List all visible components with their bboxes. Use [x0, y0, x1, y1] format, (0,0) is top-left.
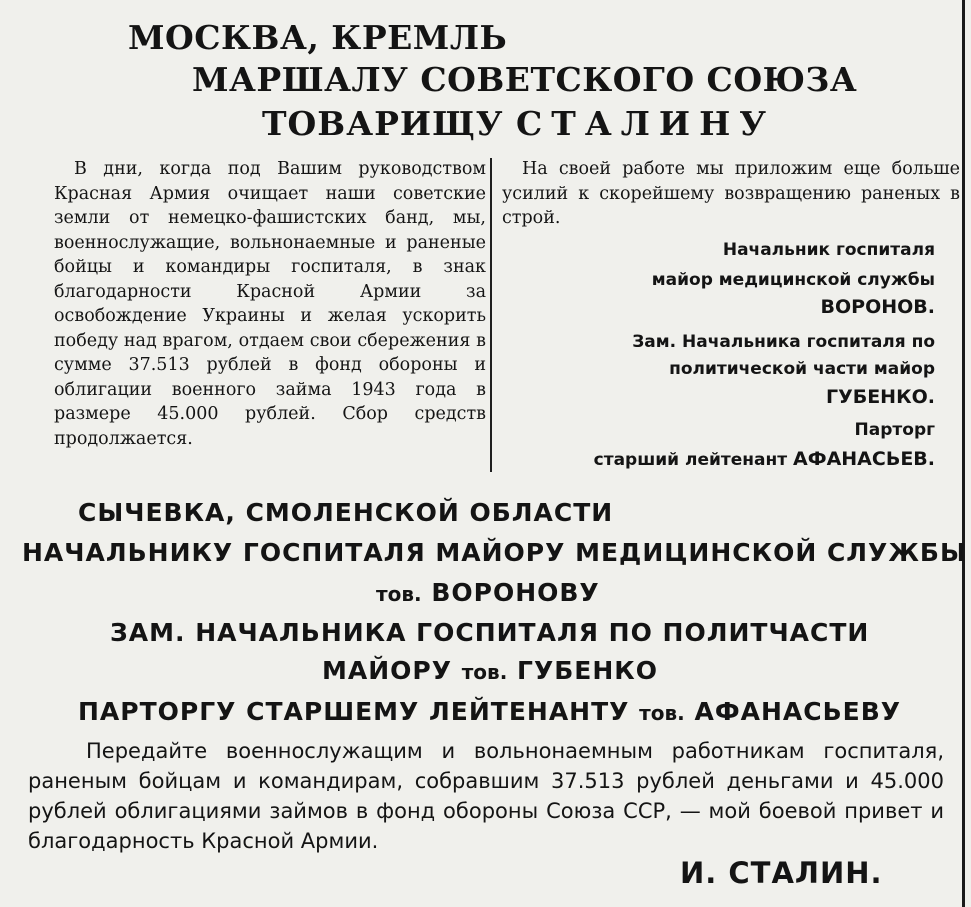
reply-heading-recipient-2-name: [322, 656, 658, 685]
reply-heading-name-1: ВОРОНОВУ: [431, 578, 600, 607]
signatory-1-title-line-2: майор медицинской службы: [651, 270, 935, 290]
reply-heading-comrade-2: тов.: [461, 660, 508, 684]
signatory-3-title: Парторг: [854, 420, 935, 440]
reply-heading-name-2: ГУБЕНКО: [517, 656, 658, 685]
reply-heading-recipient-1-name: [376, 578, 600, 607]
reply-body-text: Передайте военнослужащим и вольнонаемным работникам госпиталя, раненым бойцам и командирам, собравшим 37.513 рублей деньгами и 45.000 рублей облигациями займов в фонд обороны Союза ССР, — мой боевой привет и благодарность Красной Армии.: [28, 739, 944, 853]
reply-heading-recipient-1: НАЧАЛЬНИКУ ГОСПИТАЛЯ МАЙОРУ МЕДИЦИНСКОЙ СЛУЖБЫ: [22, 538, 967, 567]
telegram-body-right-column: [502, 157, 960, 231]
reply-heading-rank-2: МАЙОРУ: [322, 656, 452, 685]
reply-heading-recipient-2: ЗАМ. НАЧАЛЬНИКА ГОСПИТАЛЯ ПО ПОЛИТЧАСТИ: [110, 618, 870, 647]
reply-heading-comrade-1: тов.: [376, 582, 422, 606]
signatory-3-name: АФАНАСЬЕВ.: [793, 448, 935, 470]
telegram-closing-text: На своей работе мы приложим еще больше усилий к скорейшему возвращению раненых в строй.: [502, 159, 960, 228]
telegram-heading-name: СТАЛИНУ: [516, 104, 776, 143]
column-rule-right: [962, 0, 965, 907]
telegram-body-text: В дни, когда под Вашим руководством Красная Армия очищает наши советские земли от немецко-фашистских банд, мы, военнослужащие, вольнонаемные и раненые бойцы и командиры госпиталя, в знак благодарности Красной Армии за освобождение Украины и желая ускорить победу над врагом, отдаем свои сбережения в сумме 37.513 рублей в фонд обороны и облигации военного займа 1943 года в размере 45.000 рублей. Сбор средств продолжается.: [54, 159, 486, 449]
reply-heading-rank-3: ПАРТОРГУ СТАРШЕМУ ЛЕЙТЕНАНТУ: [78, 697, 630, 726]
reply-body: [28, 736, 944, 856]
reply-heading-address: СЫЧЕВКА, СМОЛЕНСКОЙ ОБЛАСТИ: [78, 498, 614, 527]
telegram-heading-title: ТОВАРИЩУ: [262, 104, 504, 143]
telegram-body-left-column: [54, 157, 486, 451]
signatory-3-line: [594, 448, 935, 470]
signatory-2-name: ГУБЕНКО.: [825, 386, 935, 408]
reply-heading-comrade-3: тов.: [639, 701, 685, 725]
reply-heading-name-3: АФАНАСЬЕВУ: [694, 697, 902, 726]
column-divider: [490, 158, 492, 472]
signatory-2-title-line-2: политической части майор: [669, 359, 935, 379]
telegram-heading-address: МОСКВА, КРЕМЛЬ: [128, 18, 508, 57]
telegram-heading-recipient-rank: МАРШАЛУ СОВЕТСКОГО СОЮЗА: [192, 60, 858, 99]
signatory-2-title-line-1: Зам. Начальника госпиталя по: [632, 332, 935, 352]
signatory-1-title-line-1: Начальник госпиталя: [722, 240, 935, 260]
signatory-3-rank: старший лейтенант: [593, 450, 788, 470]
telegram-heading-recipient: [262, 104, 775, 143]
signatory-1-name: ВОРОНОВ.: [820, 296, 935, 318]
reply-signature: И. СТАЛИН.: [680, 856, 883, 890]
reply-heading-recipient-3: [78, 697, 901, 726]
